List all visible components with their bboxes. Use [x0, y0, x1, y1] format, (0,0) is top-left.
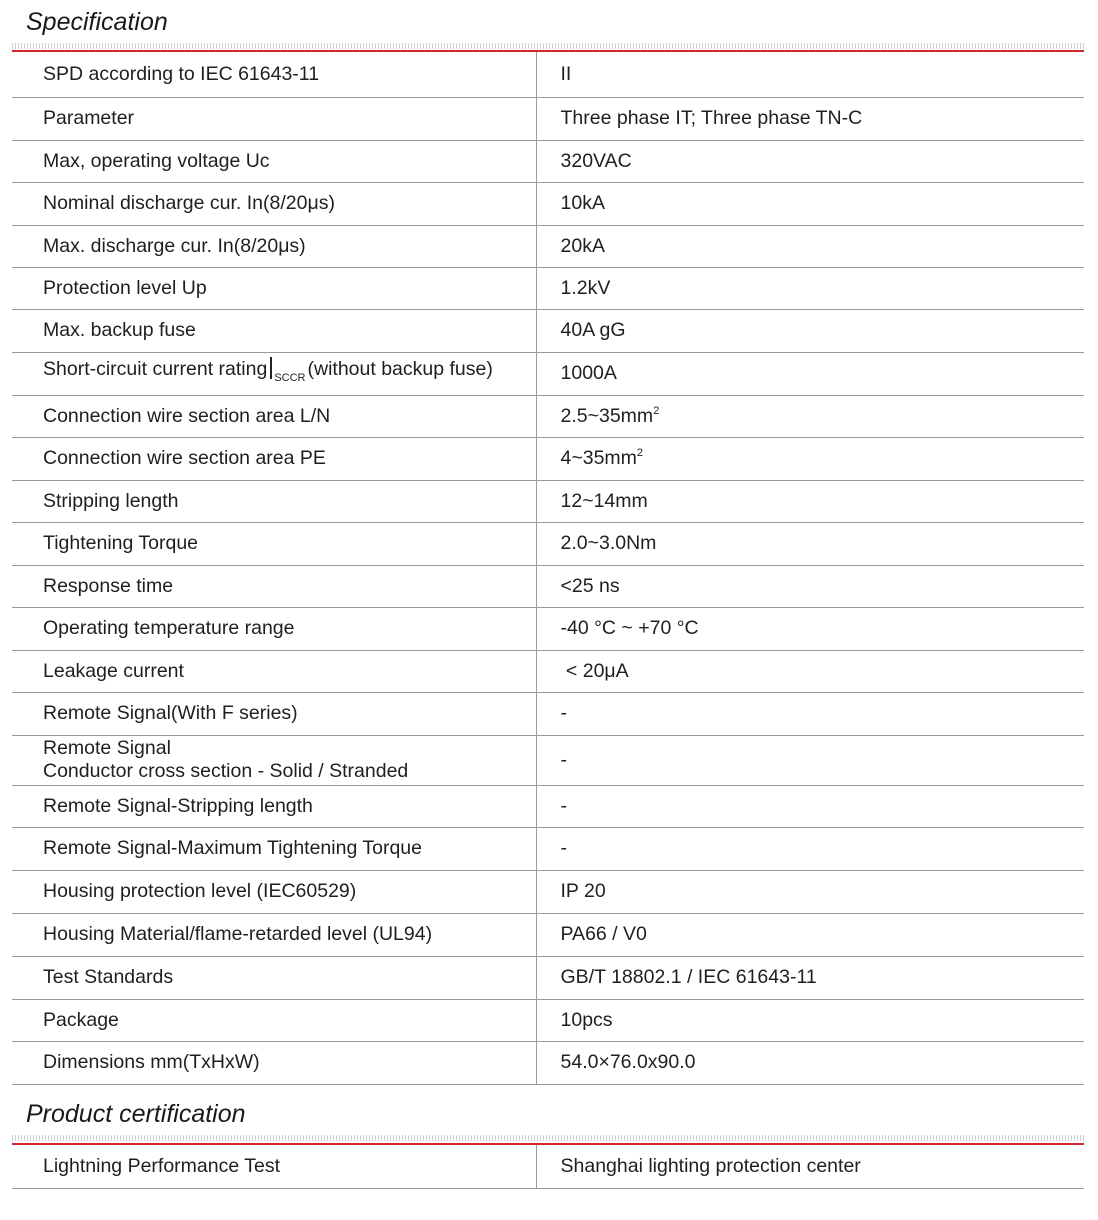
spec-value: 20kA [536, 225, 1084, 267]
spec-row [12, 735, 1084, 785]
spec-row [12, 437, 1084, 480]
spec-key: Operating temperature range [12, 607, 536, 650]
spec-value: 2.0~3.0Nm [536, 522, 1084, 565]
spec-row [12, 956, 1084, 999]
spec-value: < 20μA [536, 650, 1084, 692]
spec-row [12, 870, 1084, 913]
spec-value-text: 2.5~35mm [560, 404, 654, 427]
spec-title-hatch [12, 43, 1084, 49]
spec-key: Leakage current [12, 650, 536, 692]
spec-key: Parameter [12, 97, 536, 140]
spec-key-multiline [12, 735, 536, 785]
spec-key: Housing protection level (IEC60529) [12, 870, 536, 913]
spec-value-sup: 2 [636, 447, 644, 459]
cert-section-title: Product certification [26, 1100, 246, 1128]
spec-key: Dimensions mm(TxHxW) [12, 1041, 536, 1084]
spec-row [12, 999, 1084, 1041]
spec-key-line2: Conductor cross section - Solid / Stranded [43, 760, 409, 782]
spec-key: SPD according to IEC 61643-11 [12, 52, 536, 97]
spec-value: PA66 / V0 [536, 913, 1084, 956]
spec-row [12, 352, 1084, 395]
spec-key: Max, operating voltage Uc [12, 140, 536, 182]
spec-key: Remote Signal-Maximum Tightening Torque [12, 827, 536, 870]
spec-value-area [536, 437, 1084, 480]
cert-value: Shanghai lighting protection center [536, 1145, 1084, 1188]
spec-row [12, 785, 1084, 827]
spec-value: II [536, 52, 1084, 97]
spec-value: 1.2kV [536, 267, 1084, 309]
spec-key: Max. discharge cur. In(8/20μs) [12, 225, 536, 267]
current-symbol-bar [270, 357, 272, 379]
spec-value-sup: 2 [653, 404, 660, 417]
spec-row [12, 692, 1084, 735]
spec-table [12, 52, 1084, 1085]
spec-value: 10kA [536, 182, 1084, 225]
spec-value: - [536, 785, 1084, 827]
spec-row [12, 140, 1084, 182]
spec-value: -40 °C ~ +70 °C [536, 607, 1084, 650]
spec-row [12, 913, 1084, 956]
spec-value: 54.0×76.0x90.0 [536, 1041, 1084, 1084]
spec-value-area [536, 395, 1084, 437]
spec-key-suffix: (without backup fuse) [307, 358, 493, 380]
spec-key-sccr [12, 352, 536, 395]
spec-key-subscript: SCCR [274, 372, 306, 384]
spec-value-text: 4~35mm [560, 447, 637, 469]
spec-key: Package [12, 999, 536, 1041]
spec-value: 12~14mm [536, 480, 1084, 522]
spec-value: - [536, 692, 1084, 735]
spec-row [12, 650, 1084, 692]
spec-key: Nominal discharge cur. In(8/20μs) [12, 182, 536, 225]
spec-key: Remote Signal-Stripping length [12, 785, 536, 827]
spec-key: Protection level Up [12, 267, 536, 309]
cert-key: Lightning Performance Test [12, 1145, 536, 1188]
cert-table [12, 1145, 1084, 1189]
cert-title-hatch [12, 1135, 1084, 1141]
spec-key-prefix: Short-circuit current rating [43, 358, 268, 380]
spec-row [12, 607, 1084, 650]
spec-key: Stripping length [12, 480, 536, 522]
spec-row [12, 182, 1084, 225]
spec-key: Response time [12, 565, 536, 607]
spec-key: Connection wire section area PE [12, 437, 536, 480]
spec-value: 1000A [536, 352, 1084, 395]
spec-value: 320VAC [536, 140, 1084, 182]
spec-row [12, 267, 1084, 309]
spec-key-line1: Remote Signal [43, 737, 171, 759]
spec-row [12, 225, 1084, 267]
spec-row [12, 97, 1084, 140]
spec-value: - [536, 827, 1084, 870]
spec-key: Connection wire section area L/N [12, 395, 536, 437]
spec-row [12, 52, 1084, 97]
spec-value: 40A gG [536, 309, 1084, 352]
spec-value: - [536, 735, 1084, 785]
spec-row [12, 480, 1084, 522]
spec-value: <25 ns [536, 565, 1084, 607]
spec-value: GB/T 18802.1 / IEC 61643-11 [536, 956, 1084, 999]
spec-section-title: Specification [26, 8, 168, 36]
spec-row [12, 827, 1084, 870]
spec-value: 10pcs [536, 999, 1084, 1041]
spec-key: Max. backup fuse [12, 309, 536, 352]
spec-row [12, 309, 1084, 352]
spec-row [12, 1041, 1084, 1084]
spec-value: IP 20 [536, 870, 1084, 913]
spec-key: Housing Material/flame-retarded level (UL94) [12, 913, 536, 956]
spec-row [12, 565, 1084, 607]
spec-row [12, 522, 1084, 565]
spec-key: Tightening Torque [12, 522, 536, 565]
spec-key: Remote Signal(With F series) [12, 692, 536, 735]
spec-row [12, 395, 1084, 437]
spec-value: Three phase IT; Three phase TN-C [536, 97, 1084, 140]
spec-key: Test Standards [12, 956, 536, 999]
cert-row [12, 1145, 1084, 1188]
